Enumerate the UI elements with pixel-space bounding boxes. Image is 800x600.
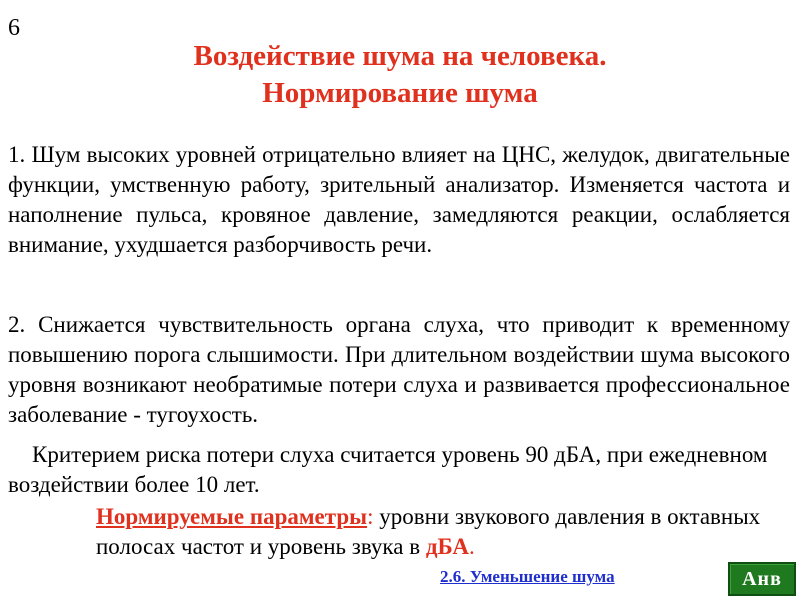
section-link-noise-reduction[interactable]: 2.6. Уменьшение шума	[440, 567, 615, 586]
normalized-parameters-label: Нормируемые параметры	[96, 504, 368, 529]
slide-title	[0, 38, 800, 112]
normalized-parameters-colon: :	[367, 504, 374, 529]
normalized-parameters-unit: дБА	[425, 534, 469, 559]
normalized-parameters-dot: .	[468, 534, 475, 559]
paragraph-risk-criterion: Критерием риска потери слуха считается уровень 90 дБА, при ежедневном воздействии более 10 лет.	[8, 442, 768, 497]
normalized-parameters	[96, 502, 776, 562]
normalized-parameters-text: уровни звукового давления в октавных полосах частот и уровень звука в	[96, 504, 761, 559]
anv-button[interactable]: Анв	[728, 562, 796, 596]
slide-number: 6	[8, 15, 20, 41]
paragraph-effects-on-body: 1. Шум высоких уровней отрицательно влияет на ЦНС, желудок, двигательные функции, умственную работу, зрительный анализатор. Изменяется частота и наполнение пульса, кровяное давление, замедляются реакции, ослабляется внимание, ухудшается разборчивость речи.	[8, 142, 790, 257]
slide-title-line-2: Нормирование шума	[262, 77, 538, 109]
paragraph-hearing-loss: 2. Снижается чувствительность органа слуха, что приводит к временному повышению порога слышимости. При длительном воздействии шума высокого уровня возникают необратимые потери слуха и развивается профессиональное заболевание - тугоухость.	[8, 312, 790, 427]
slide-title-line-1: Воздействие шума на человека.	[193, 40, 607, 72]
